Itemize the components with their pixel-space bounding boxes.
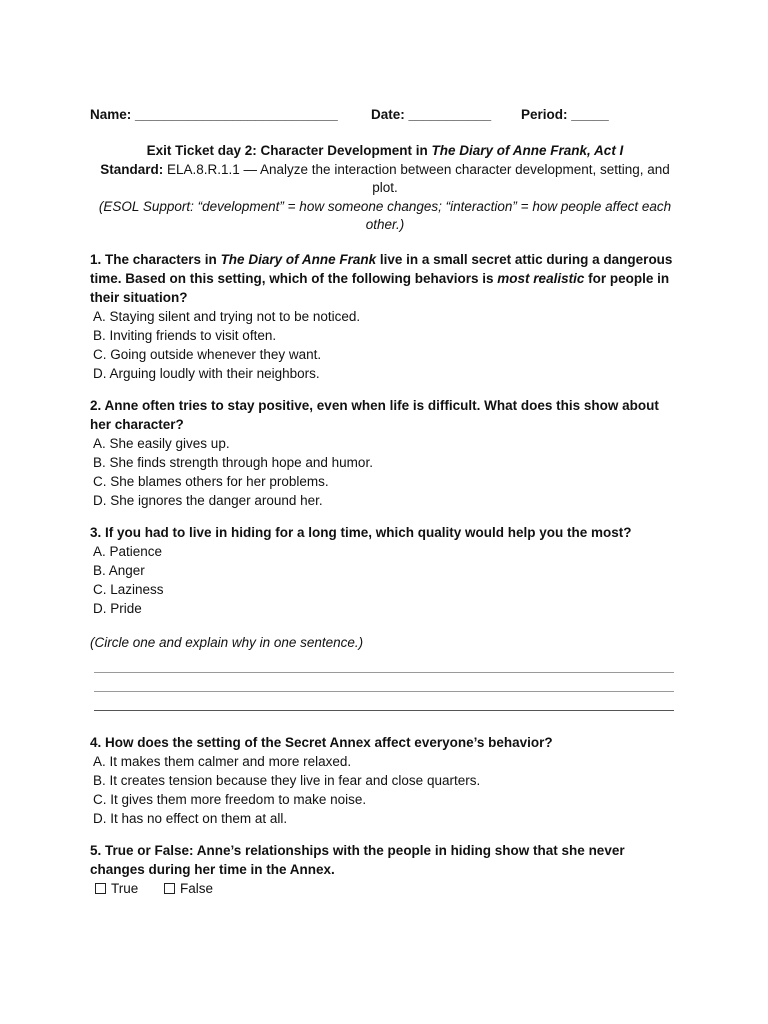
standard-line [90,161,680,198]
title-prefix: Exit Ticket day 2: Character Development in [146,143,432,158]
q1-book: The Diary of Anne Frank [220,251,377,267]
q3-option-c[interactable]: C. Laziness [93,581,164,597]
answer-line[interactable] [94,691,674,692]
q2-option-a[interactable]: A. She easily gives up. [93,435,230,451]
name-field[interactable]: Name: ___________________________ [90,107,338,122]
q4-option-a[interactable]: A. It makes them calmer and more relaxed. [93,753,352,769]
q3-option-b[interactable]: B. Anger [93,562,145,578]
title-block [90,142,680,235]
answer-line[interactable] [94,710,674,711]
q4-option-c[interactable]: C. It gives them more freedom to make noise. [93,791,367,807]
q4-option-b[interactable]: B. It creates tension because they live in fear and close quarters. [93,772,481,788]
q1-option-b[interactable]: B. Inviting friends to visit often. [93,327,277,343]
q1-option-a[interactable]: A. Staying silent and trying not to be noticed. [93,308,361,324]
q1-emph: most realistic [497,270,585,286]
q2-option-b[interactable]: B. She finds strength through hope and humor. [93,454,373,470]
q1-middle: live in a small secret attic during a dangerous time. Based on this setting, which of the following behaviors is [90,251,673,286]
question-2-text: 2. Anne often tries to stay positive, even when life is difficult. What does this show about her character? [90,397,659,432]
standard-label: Standard: [100,161,164,177]
standard-text: ELA.8.R.1.1 — Analyze the interaction between character development, setting, and plot. [163,161,670,195]
q2-option-d[interactable]: D. She ignores the danger around her. [93,492,323,508]
question-5-text: 5. True or False: Anne’s relationships with the people in hiding show that she never changes during her time in the Annex. [90,842,625,877]
q1-option-d[interactable]: D. Arguing loudly with their neighbors. [93,365,320,381]
question-1-text [90,250,680,307]
question-5 [90,841,680,898]
answer-line[interactable] [94,672,674,673]
question-4 [90,733,680,828]
true-false-row [90,879,680,898]
false-option[interactable] [164,879,213,898]
period-field[interactable]: Period: _____ [521,107,609,122]
checkbox-icon[interactable] [164,883,175,894]
false-label: False [180,880,214,896]
header-row [90,107,680,127]
question-3 [90,523,680,711]
esol-note: (ESOL Support: “development” = how someone changes; “interaction” = how people affect each other.) [98,198,672,232]
question-4-text: 4. How does the setting of the Secret Annex affect everyone’s behavior? [90,734,553,750]
q1-option-c[interactable]: C. Going outside whenever they want. [93,346,322,362]
q4-option-d[interactable]: D. It has no effect on them at all. [93,810,288,826]
book-title: The Diary of Anne Frank, Act I [431,143,624,158]
q1-prefix: 1. The characters in [90,251,221,267]
q3-option-a[interactable]: A. Patience [93,543,163,559]
question-2 [90,396,680,510]
page-title [90,142,680,161]
question-1 [90,250,680,383]
answer-lines[interactable] [90,672,680,711]
checkbox-icon[interactable] [95,883,106,894]
q3-instruction: (Circle one and explain why in one sentence.) [90,634,364,650]
date-field[interactable]: Date: ___________ [371,107,492,122]
exit-ticket-page [90,107,680,898]
q3-option-d[interactable]: D. Pride [93,600,142,616]
q1-suffix: for people in their situation? [90,270,670,305]
q2-option-c[interactable]: C. She blames others for her problems. [93,473,329,489]
question-3-text: 3. If you had to live in hiding for a long time, which quality would help you the most? [90,524,632,540]
true-option[interactable] [95,879,138,898]
true-label: True [111,880,139,896]
